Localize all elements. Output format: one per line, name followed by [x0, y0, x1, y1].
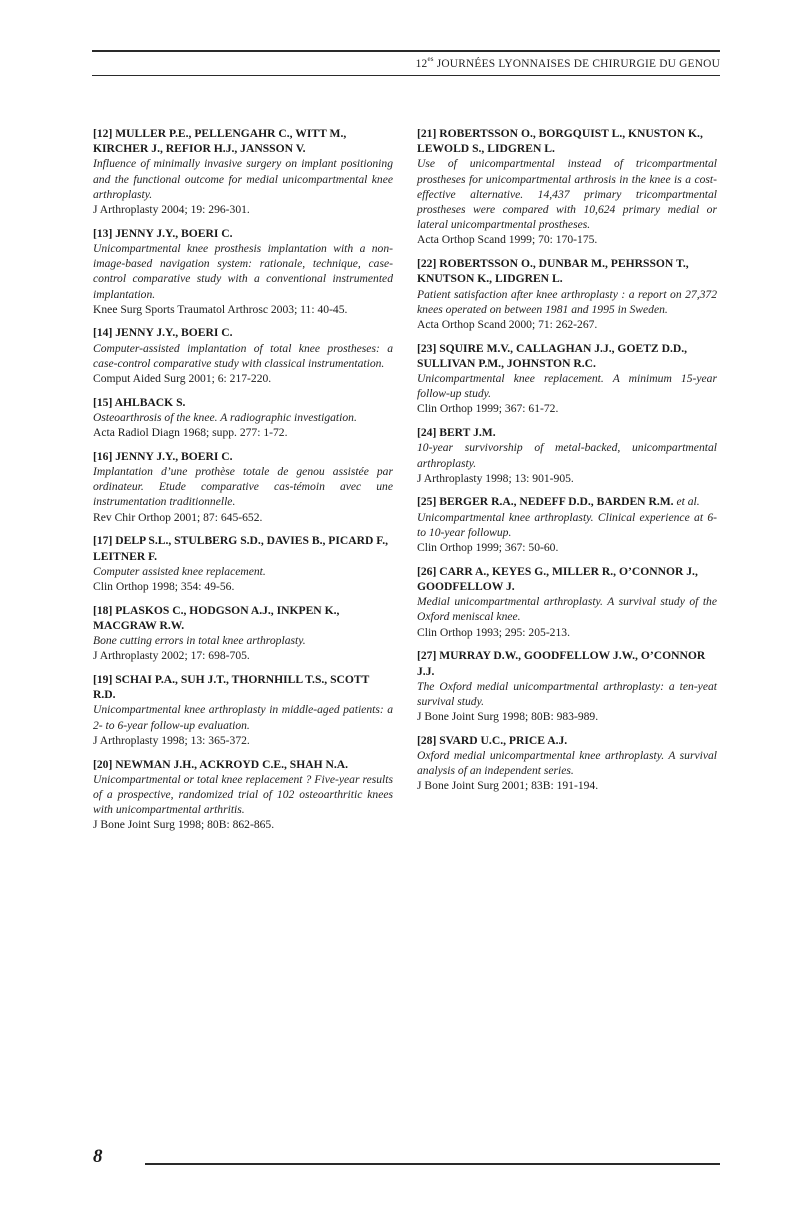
reference-authors: [19] SCHAI P.A., SUH J.T., THORNHILL T.S., SCOTT R.D.	[93, 673, 370, 702]
reference-source: Acta Orthop Scand 1999; 70: 170-175.	[417, 233, 598, 247]
reference-26	[417, 564, 717, 640]
header-rule-thin	[92, 75, 720, 76]
footer-rule	[145, 1163, 720, 1165]
reference-authors: [23] SQUIRE M.V., CALLAGHAN J.J., GOETZ D.D., SULLIVAN P.M., JOHNSTON R.C.	[417, 341, 688, 370]
references-left-column	[93, 126, 393, 841]
reference-title: 10-year survivorship of metal-backed, unicompartmental arthroplasty.	[417, 441, 717, 470]
references-right-column	[417, 126, 717, 802]
reference-title: Medial unicompartmental arthroplasty. A survival study of the Oxford meniscal knee.	[417, 595, 717, 624]
reference-21	[417, 126, 717, 248]
reference-title: Unicompartmental knee arthroplasty in middle-aged patients: a 2- to 6-year follow-up evaluation.	[93, 703, 393, 732]
page-number: 8	[93, 1146, 103, 1167]
reference-source: Acta Radiol Diagn 1968; supp. 277: 1-72.	[93, 426, 288, 440]
reference-23	[417, 341, 717, 417]
reference-title: Computer assisted knee replacement.	[93, 564, 266, 578]
reference-source: Clin Orthop 1998; 354: 49-56.	[93, 579, 235, 593]
reference-source: Clin Orthop 1999; 367: 61-72.	[417, 402, 559, 416]
reference-20	[93, 757, 393, 833]
reference-source: Rev Chir Orthop 2001; 87: 645-652.	[93, 510, 263, 524]
reference-title: Computer-assisted implantation of total knee prostheses: a case-control comparative study with classical instrumentation.	[93, 341, 393, 370]
running-head-prefix: 12	[415, 57, 428, 70]
reference-authors: [12] MULLER P.E., PELLENGAHR C., WITT M., KIRCHER J., REFIOR H.J., JANSSON V.	[93, 127, 347, 156]
reference-source: J Arthroplasty 1998; 13: 901-905.	[417, 471, 574, 485]
reference-authors: [27] MURRAY D.W., GOODFELLOW J.W., O’CONNOR J.J.	[417, 649, 706, 678]
reference-source: Comput Aided Surg 2001; 6: 217-220.	[93, 372, 272, 386]
reference-12	[93, 126, 393, 217]
reference-22	[417, 256, 717, 332]
reference-source: J Bone Joint Surg 2001; 83B: 191-194.	[417, 779, 599, 793]
reference-title: Bone cutting errors in total knee arthroplasty.	[93, 634, 306, 648]
reference-authors: [21] ROBERTSSON O., BORGQUIST L., KNUSTON K., LEWOLD S., LIDGREN L.	[417, 127, 703, 156]
reference-title: Unicompartmental knee replacement. A minimum 15-year follow-up study.	[417, 372, 717, 401]
reference-authors	[417, 494, 717, 509]
reference-title: Influence of minimally invasive surgery on implant positioning and the functional outcome for medial unicompartmental knee arthroplasty.	[93, 157, 393, 201]
reference-authors: [16] JENNY J.Y., BOERI C.	[93, 449, 233, 463]
reference-24	[417, 425, 717, 486]
reference-source: Clin Orthop 1993; 295: 205-213.	[417, 625, 570, 639]
running-head	[416, 56, 720, 70]
reference-27	[417, 648, 717, 724]
reference-authors: [17] DELP S.L., STULBERG S.D., DAVIES B., PICARD F., LEITNER F.	[93, 534, 389, 563]
reference-authors: [18] PLASKOS C., HODGSON A.J., INKPEN K., MACGRAW R.W.	[93, 603, 340, 632]
reference-source: Acta Orthop Scand 2000; 71: 262-267.	[417, 317, 598, 331]
reference-authors: [14] JENNY J.Y., BOERI C.	[93, 326, 233, 340]
reference-authors-etal: et al.	[673, 495, 700, 509]
reference-source: J Arthroplasty 2004; 19: 296-301.	[93, 203, 250, 217]
reference-authors: [24] BERT J.M.	[417, 426, 496, 440]
reference-source: Clin Orthop 1999; 367: 50-60.	[417, 541, 559, 555]
reference-authors: [26] CARR A., KEYES G., MILLER R., O’CONNOR J., GOODFELLOW J.	[417, 564, 698, 593]
reference-19	[93, 672, 393, 748]
reference-authors: [28] SVARD U.C., PRICE A.J.	[417, 733, 568, 747]
reference-title: Implantation d’une prothèse totale de genou assistée par ordinateur. Etude comparative cas-témoin avec une instrumentation traditionnelle.	[93, 465, 393, 509]
header-rule-thick	[92, 50, 720, 52]
reference-source: J Arthroplasty 2002; 17: 698-705.	[93, 649, 250, 663]
reference-title: Osteoarthrosis of the knee. A radiographic investigation.	[93, 410, 357, 424]
reference-16	[93, 449, 393, 525]
reference-13	[93, 226, 393, 317]
reference-25	[417, 494, 717, 555]
reference-title: Unicompartmental or total knee replacement ? Five-year results of a prospective, randomized trial of 102 osteoarthritic knees with unicompartmental arthritis.	[93, 772, 393, 817]
reference-source: Knee Surg Sports Traumatol Arthrosc 2003; 11: 40-45.	[93, 302, 348, 316]
reference-authors: [15] AHLBACK S.	[93, 395, 186, 409]
reference-title: Unicompartmental knee arthroplasty. Clinical experience at 6- to 10-year followup.	[417, 510, 717, 539]
reference-authors: [20] NEWMAN J.H., ACKROYD C.E., SHAH N.A.	[93, 757, 349, 771]
running-head-text: JOURNÉES LYONNAISES DE CHIRURGIE DU GENOU	[433, 57, 720, 70]
reference-title: Oxford medial unicompartmental knee arthroplasty. A survival analysis of an independent series.	[417, 749, 717, 778]
reference-title: The Oxford medial unicompartmental arthroplasty: a ten-yeat survival study.	[417, 679, 717, 708]
reference-authors: [22] ROBERTSSON O., DUNBAR M., PEHRSSON T., KNUTSON K., LIDGREN L.	[417, 257, 689, 286]
running-head-superscript: es	[427, 55, 434, 63]
reference-source: J Bone Joint Surg 1998; 80B: 983-989.	[417, 710, 599, 724]
reference-source: J Bone Joint Surg 1998; 80B: 862-865.	[93, 818, 275, 832]
reference-28	[417, 733, 717, 794]
reference-title: Patient satisfaction after knee arthroplasty : a report on 27,372 knees operated on between 1981 and 1995 in Sweden.	[417, 287, 717, 316]
reference-18	[93, 603, 393, 664]
reference-authors: [13] JENNY J.Y., BOERI C.	[93, 226, 233, 240]
reference-14	[93, 325, 393, 386]
reference-source: J Arthroplasty 1998; 13: 365-372.	[93, 733, 250, 747]
reference-title: Unicompartmental knee prosthesis implantation with a non-image-based navigation system: rationale, technique, case-control comparative study with a conventional instrumented implantation.	[93, 241, 393, 301]
reference-title: Use of unicompartmental instead of tricompartmental prostheses for unicompartmental arthrosis in the knee is a cost-effective alternative. 14,437 primary tricompartmental prostheses were compared with 10,624 primary medial or lateral unicompartmental prostheses.	[417, 157, 717, 232]
reference-authors-names: [25] BERGER R.A., NEDEFF D.D., BARDEN R.M.	[417, 495, 674, 509]
reference-15	[93, 395, 393, 441]
reference-17	[93, 533, 393, 594]
